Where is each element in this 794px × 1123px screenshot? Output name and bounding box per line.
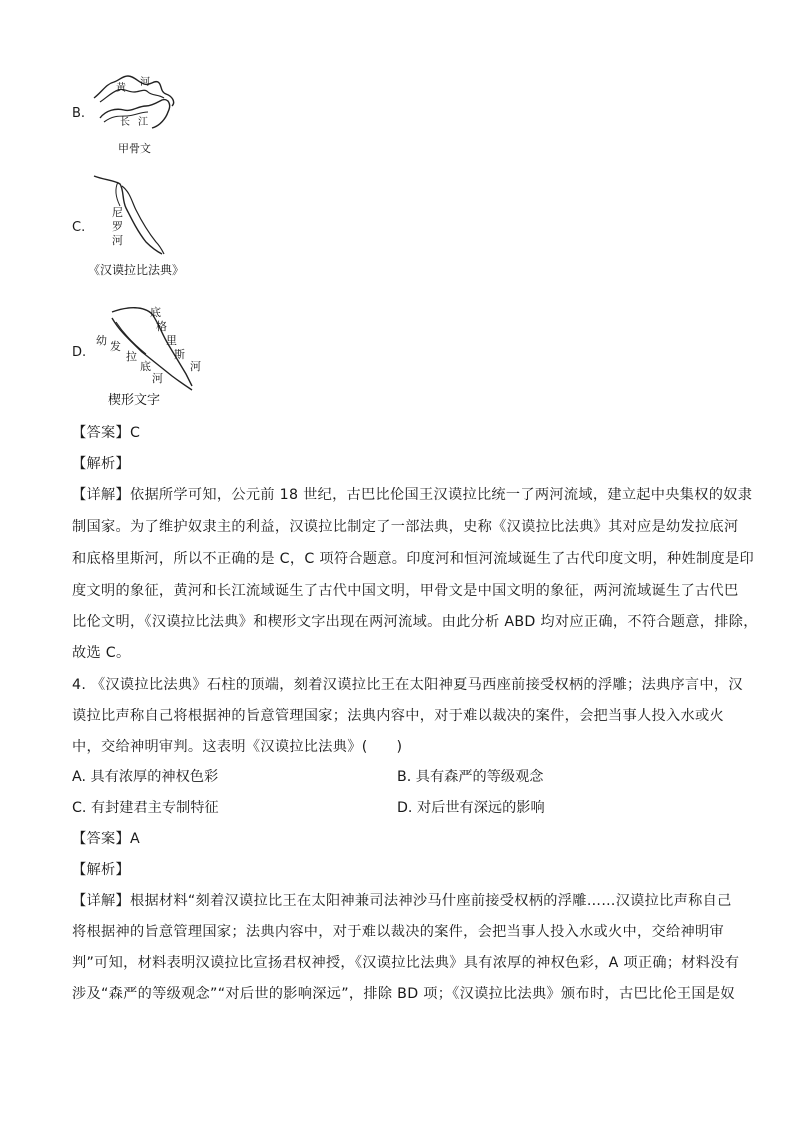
map-label: 江 bbox=[138, 117, 148, 128]
q4-analysis-label: 【解析】 bbox=[72, 862, 130, 878]
option-b-map bbox=[88, 70, 188, 160]
q4-choice-c: C. 有封建君主专制特征 bbox=[72, 800, 219, 816]
q3-detail-line: 制国家。为了维护奴隶主的利益，汉谟拉比制定了一部法典，史称《汉谟拉比法典》其对应是幼发拉底河 bbox=[72, 519, 739, 535]
q4-stem-line: 中，交给神明审判。这表明《汉谟拉比法典》( ) bbox=[72, 739, 403, 755]
map-label: 河 bbox=[140, 77, 150, 88]
yangtze-river-line bbox=[100, 100, 170, 128]
q4-detail-line: 涉及“森严的等级观念”“对后世的影响深远”，排除 BD 项；《汉谟拉比法典》颁布时，古巴比伦王国是奴 bbox=[72, 986, 735, 1002]
q4-choice-b: B. 具有森严的等级观念 bbox=[397, 769, 544, 785]
q3-analysis-label: 【解析】 bbox=[72, 456, 130, 472]
map-label: 格 bbox=[156, 320, 167, 333]
q4-choice-d: D. 对后世有深远的影响 bbox=[397, 800, 545, 816]
map-label: 黄 bbox=[116, 83, 126, 94]
q3-detail-line: 度文明的象征，黄河和长江流域诞生了古代中国文明，甲骨文是中国文明的象征，两河流域诞生了古代巴 bbox=[72, 583, 739, 599]
map-label: 斯 bbox=[174, 348, 185, 361]
yellow-river-line bbox=[94, 76, 174, 106]
map-label: 罗 bbox=[112, 220, 123, 233]
option-c-letter: C. bbox=[72, 220, 86, 235]
nile-river-line bbox=[94, 176, 162, 254]
q4-choice-a: A. 具有浓厚的神权色彩 bbox=[72, 769, 219, 785]
nile-river-line-2 bbox=[122, 186, 164, 254]
map-caption: 《汉谟拉比法典》 bbox=[88, 263, 185, 277]
map-caption: 甲骨文 bbox=[118, 142, 151, 155]
map-label: 发 bbox=[110, 340, 121, 353]
map-label: 幼 bbox=[96, 334, 107, 347]
q3-detail-line: 比伦文明，《汉谟拉比法典》和楔形文字出现在两河流域。由此分析 ABD 均对应正确，不符合题意，排除， bbox=[72, 614, 758, 630]
q4-stem-line: 4. 《汉谟拉比法典》石柱的顶端，刻着汉谟拉比王在太阳神夏马西座前接受权柄的浮雕；法典序言中，汉 bbox=[72, 677, 743, 693]
q3-detail-line: 和底格里斯河，所以不正确的是 C，C 项符合题意。印度河和恒河流域诞生了古代印度文明，种姓制度是印 bbox=[72, 551, 754, 567]
map-label: 底 bbox=[150, 306, 161, 319]
yellow-river-line-2 bbox=[100, 89, 164, 102]
map-label: 拉 bbox=[126, 350, 137, 363]
map-label: 长 bbox=[120, 117, 130, 128]
nile-branch-line bbox=[116, 182, 120, 206]
q3-detail-line: 故选 C。 bbox=[72, 645, 131, 661]
option-d-letter: D. bbox=[72, 345, 87, 360]
q3-answer: 【答案】C bbox=[72, 425, 141, 441]
q4-answer: 【答案】A bbox=[72, 831, 140, 847]
option-b-letter: B. bbox=[72, 106, 86, 121]
option-d-map bbox=[92, 298, 222, 410]
q4-detail-line: 【详解】根据材料“刻着汉谟拉比王在太阳神兼司法神沙马什座前接受权柄的浮雕……汉谟拉比声称自己 bbox=[72, 893, 732, 909]
map-label: 河 bbox=[112, 234, 123, 247]
q4-stem-line: 谟拉比声称自己将根据神的旨意管理国家；法典内容中，对于难以裁决的案件，会把当事人投入水或火 bbox=[72, 708, 724, 724]
option-c-map bbox=[88, 172, 218, 282]
map-label: 里 bbox=[166, 334, 177, 347]
q4-detail-line: 判”可知，材料表明汉谟拉比宣扬君权神授，《汉谟拉比法典》具有浓厚的神权色彩，A 项正确；材料没有 bbox=[72, 955, 740, 971]
map-caption: 楔形文字 bbox=[108, 393, 161, 408]
q4-detail-line: 将根据神的旨意管理国家；法典内容中，对于难以裁决的案件，会把当事人投入水或火中，交给神明审 bbox=[72, 924, 724, 940]
q3-detail-line: 【详解】依据所学可知，公元前 18 世纪，古巴比伦国王汉谟拉比统一了两河流域，建立起中央集权的奴隶 bbox=[72, 487, 753, 503]
map-label: 河 bbox=[152, 372, 163, 385]
map-label: 河 bbox=[190, 360, 201, 373]
map-label: 尼 bbox=[112, 206, 123, 219]
map-label: 底 bbox=[140, 360, 151, 373]
